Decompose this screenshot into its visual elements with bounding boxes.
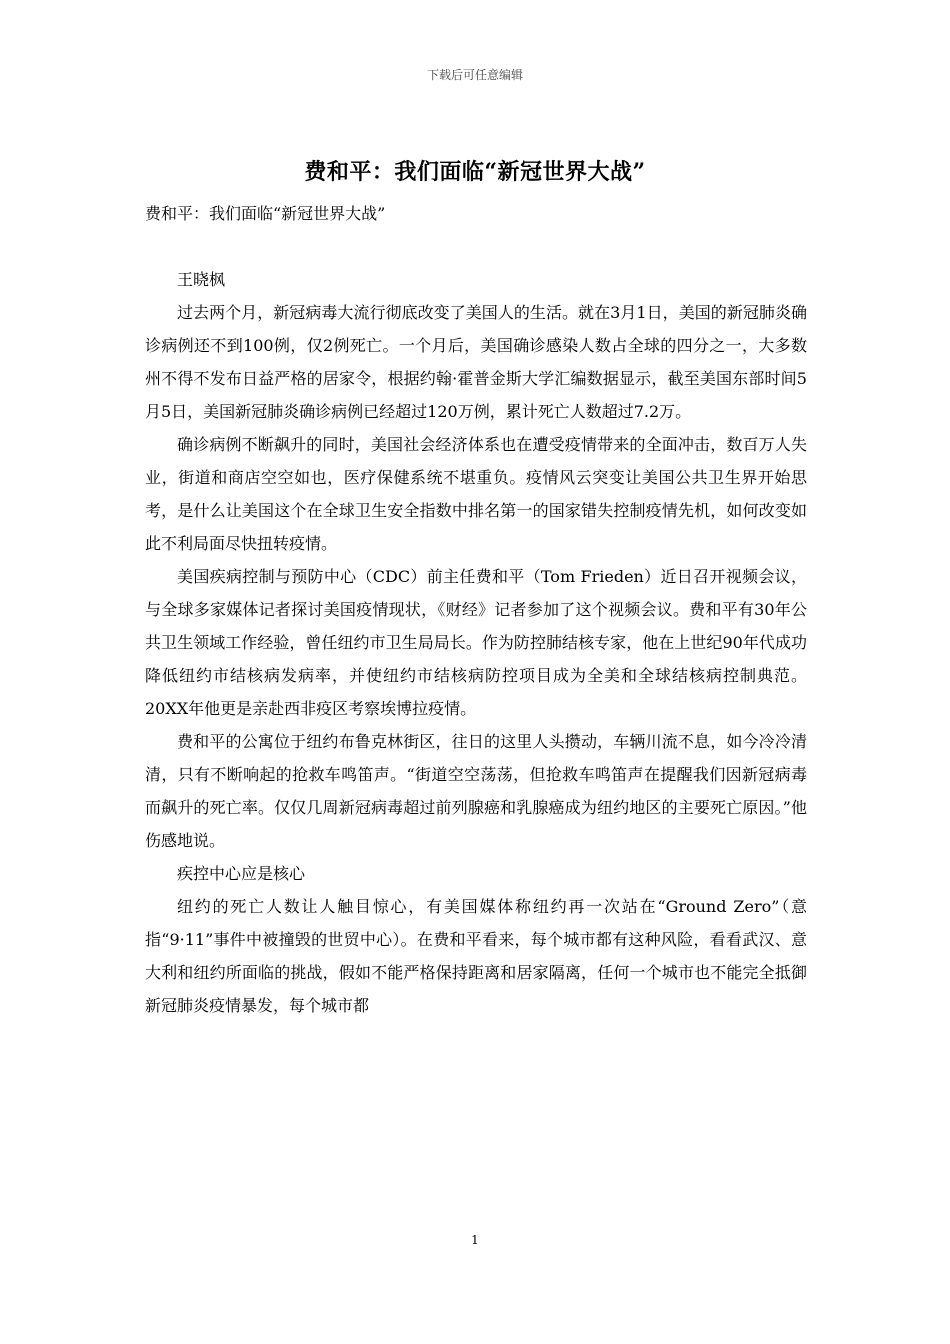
document-subtitle: 费和平：我们面临“新冠世界大战” bbox=[145, 204, 386, 223]
paragraph-2: 确诊病例不断飙升的同时，美国社会经济体系也在遭受疫情带来的全面冲击，数百万人失业，街道和商店空空如也，医疗保健系统不堪重负。疫情风云突变让美国公共卫生界开始思考，是什么让美国这个在全球卫生安全指数中排名第一的国家错失控制疫情先机，如何改变如此不利局面尽快扭转疫情。 bbox=[145, 435, 807, 553]
page-number: 1 bbox=[471, 1233, 479, 1247]
blank-line bbox=[145, 230, 807, 263]
paragraph-1: 过去两个月，新冠病毒大流行彻底改变了美国人的生活。就在3月1日，美国的新冠肺炎确诊病例还不到100例，仅2例死亡。一个月后，美国确诊感染人数占全球的四分之一，大多数州不得不发布日益严格的居家令，根据约翰·霍普金斯大学汇编数据显示，截至美国东部时间5月5日，美国新冠肺炎确诊病例已经超过120万例，累计死亡人数超过7.2万。 bbox=[145, 303, 807, 421]
paragraph-4: 费和平的公寓位于纽约布鲁克林街区，往日的这里人头攒动，车辆川流不息，如今冷冷清清，只有不断响起的抢救车鸣笛声。“街道空空荡荡，但抢救车鸣笛声在提醒我们因新冠病毒而飙升的死亡率。仅仅几周新冠病毒超过前列腺癌和乳腺癌成为纽约地区的主要死亡原因。”他伤感地说。 bbox=[145, 732, 807, 850]
document-title: 费和平：我们面临“新冠世界大战” bbox=[304, 159, 646, 185]
paragraph-5: 纽约的死亡人数让人触目惊心，有美国媒体称纽约再一次站在“Ground Zero”（意指“9·11”事件中被撞毁的世贸中心）。在费和平看来，每个城市都有这种风险，看看武汉、意大利和纽约所面临的挑战，假如不能严格保持距离和居家隔离，任何一个城市也不能完全抵御新冠肺炎疫情暴发，每个城市都 bbox=[145, 897, 807, 1015]
author-line: 王晓枫 bbox=[177, 270, 226, 289]
document-body bbox=[145, 197, 807, 1022]
paragraph-3: 美国疾病控制与预防中心（CDC）前主任费和平（Tom Frieden）近日召开视频会议，与全球多家媒体记者探讨美国疫情现状，《财经》记者参加了这个视频会议。费和平有30年公共卫生领域工作经验，曾任纽约市卫生局局长。作为防控肺结核专家，他在上世纪90年代成功降低纽约市结核病发病率，并使纽约市结核病防控项目成为全美和全球结核病控制典范。20XX年他更是亲赴西非疫区考察埃博拉疫情。 bbox=[145, 567, 807, 718]
section-heading: 疾控中心应是核心 bbox=[177, 864, 306, 883]
header-note: 下载后可任意编辑 bbox=[426, 68, 523, 82]
